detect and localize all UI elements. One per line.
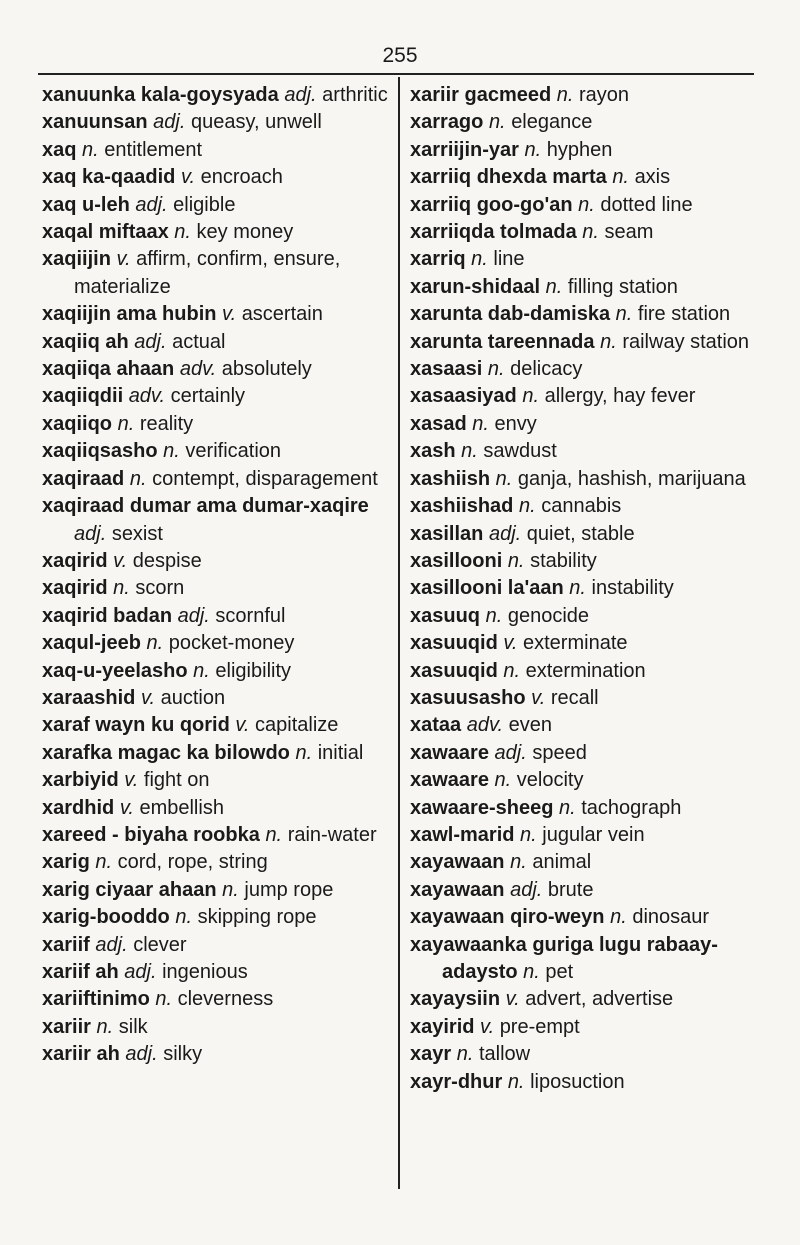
dictionary-entry [410,411,760,438]
entry-headword: xayaysiin [410,988,501,1011]
entry-headword: xayawaan [410,878,505,901]
entry-headword: xaraf wayn ku qorid [42,714,230,737]
entry-headword: xarafka magac ka bilowdo [42,741,290,764]
dictionary-entry [410,795,760,822]
entry-definition: contempt, disparagement [152,467,378,490]
dictionary-entry [410,822,760,849]
entry-definition: liposuction [530,1070,625,1093]
entry-headword: xarrago [410,111,484,134]
entry-headword: xarriiq dhexda marta [410,166,607,189]
dictionary-entry [410,548,760,575]
entry-definition: scorn [135,577,185,600]
entry-part-of-speech: n. [471,248,488,271]
dictionary-entry [410,932,760,987]
entry-definition: pre-empt [499,1015,580,1038]
entry-definition: key money [196,221,294,244]
entry-part-of-speech: v. [180,166,196,189]
column-divider [398,77,400,1189]
entry-headword: xarriiq goo-go'an [410,193,573,216]
entry-definition: sexist [111,522,163,545]
entry-headword: xarig [42,851,90,874]
dictionary-entry [42,548,394,575]
dictionary-entry [410,137,760,164]
entry-headword: xasuusasho [410,686,526,709]
entry-definition: tachograph [581,796,682,819]
entry-definition: hyphen [546,138,613,161]
entry-headword: xawl-marid [410,823,515,846]
entry-part-of-speech: n. [503,659,521,682]
entry-part-of-speech: n. [569,577,586,600]
dictionary-entry [42,740,394,767]
entry-definition: animal [532,851,592,874]
entry-part-of-speech: n. [510,851,527,874]
entry-part-of-speech: n. [523,961,540,983]
entry-headword: xaqirid badan [42,604,173,627]
dictionary-entry [410,192,760,219]
entry-part-of-speech: adj. [177,604,210,627]
entry-part-of-speech: n. [456,1043,474,1066]
entry-headword: xaraashid [42,686,136,709]
entry-definition: scornful [215,604,286,627]
entry-definition: silky [163,1043,203,1066]
dictionary-entry [410,1014,760,1041]
entry-definition: auction [160,686,226,709]
entry-headword: xashiishad [410,495,514,518]
dictionary-entry [42,685,394,712]
entry-definition: fight on [143,769,210,792]
entry-headword: xaqirid [42,577,108,600]
dictionary-entry [42,82,394,109]
entry-definition: cannabis [541,495,622,518]
entry-part-of-speech: n. [129,467,147,490]
entry-part-of-speech: adj. [494,741,527,764]
dictionary-entry [410,658,760,685]
entry-headword: xaqiiqdii [42,385,124,408]
entry-part-of-speech: adj. [125,1043,158,1066]
dictionary-entry [410,712,760,739]
entry-part-of-speech: n. [494,769,512,792]
entry-part-of-speech: n. [174,221,191,244]
dictionary-entry [42,877,394,904]
entry-definition: cleverness [177,988,274,1011]
entry-definition: reality [139,412,194,435]
entry-headword: xariir ah [42,1043,120,1066]
entry-definition: sawdust [483,440,557,463]
entry-headword: xarunta tareennada [410,330,595,353]
entry-part-of-speech: n. [518,495,536,518]
entry-part-of-speech: n. [146,632,164,655]
entry-headword: xardhid [42,796,115,819]
entry-part-of-speech: n. [487,358,505,381]
entry-headword: xariiftinimo [42,988,150,1011]
entry-headword: xawaare-sheeg [410,796,554,819]
entry-definition: envy [494,412,537,435]
entry-part-of-speech: n. [522,385,540,408]
entry-headword: xawaare [410,741,489,764]
dictionary-entry [410,164,760,191]
entry-headword: xarig-booddo [42,906,170,929]
entry-part-of-speech: n. [113,577,130,600]
entry-part-of-speech: adj. [95,933,128,956]
entry-headword: xaqiiqo [42,412,113,435]
entry-headword: xarig ciyaar ahaan [42,878,217,901]
dictionary-entry [42,630,394,657]
entry-definition: brute [547,878,594,901]
entry-part-of-speech: n. [520,823,537,846]
entry-part-of-speech: v. [235,714,250,737]
entry-part-of-speech: adj. [74,522,107,545]
entry-headword: xayirid [410,1015,475,1038]
entry-definition: speed [532,741,587,764]
dictionary-entry [410,685,760,712]
dictionary-entry [42,959,394,986]
entry-part-of-speech: n. [524,138,542,161]
entry-headword: xashiish [410,467,491,490]
dictionary-entry [410,575,760,602]
entry-headword: xasaasiyad [410,385,517,408]
entry-definition: dotted line [600,193,693,216]
entry-part-of-speech: adv. [466,714,504,737]
dictionary-entry [42,603,394,630]
dictionary-entry [410,246,760,273]
entry-headword: xanuunka kala-goysyada [42,84,279,106]
entry-definition: entitlement [104,138,203,161]
entry-part-of-speech: adj. [284,84,317,106]
left-column [42,82,394,1069]
dictionary-entry [410,356,760,383]
entry-headword: xariif [42,933,90,956]
entry-headword: xaq ka-qaadid [42,166,176,189]
entry-headword: xasillooni [410,549,503,572]
entry-definition: eligible [173,193,236,216]
dictionary-entry [42,932,394,959]
entry-definition: axis [634,166,671,189]
entry-definition: fire station [637,303,731,326]
entry-definition: genocide [507,604,590,627]
entry-definition: jump rope [244,878,334,901]
entry-part-of-speech: n. [95,851,113,874]
dictionary-entry [410,767,760,794]
entry-headword: xaqirid [42,549,108,572]
entry-headword: xasaasi [410,358,483,381]
entry-headword: xariir [42,1015,91,1038]
entry-definition: actual [172,330,226,353]
dictionary-entry [42,767,394,794]
entry-part-of-speech: adj. [488,522,522,545]
entry-definition: instability [591,577,674,600]
entry-headword: xasad [410,412,467,435]
dictionary-entry [42,137,394,164]
entry-part-of-speech: n. [507,1070,525,1093]
entry-part-of-speech: n. [117,412,135,435]
entry-part-of-speech: v. [503,632,518,655]
entry-headword: xayr [410,1043,452,1066]
dictionary-entry [42,164,394,191]
entry-part-of-speech: v. [531,686,546,709]
entry-part-of-speech: v. [124,769,139,792]
entry-headword: xayawaan qiro-weyn [410,906,605,929]
entry-definition: tallow [478,1043,531,1066]
entry-headword: xanuunsan [42,111,148,134]
entry-headword: xarbiyid [42,769,119,792]
header-rule [38,73,754,75]
entry-definition: skipping rope [197,906,317,929]
entry-part-of-speech: adj. [153,111,186,134]
entry-definition: certainly [170,385,246,408]
entry-definition: dinosaur [632,906,710,929]
entry-definition: arthritic [322,84,388,106]
entry-part-of-speech: n. [495,467,513,490]
dictionary-entry [410,82,760,109]
entry-definition: jugular vein [542,823,645,846]
dictionary-entry [410,329,760,356]
entry-headword: xaqiiq ah [42,330,129,353]
entry-definition: embellish [139,796,224,819]
entry-part-of-speech: adj. [134,330,167,353]
entry-headword: xariif ah [42,961,119,983]
entry-part-of-speech: n. [507,549,525,572]
entry-definition: delicacy [510,358,583,381]
dictionary-entry [42,822,394,849]
entry-part-of-speech: n. [600,330,617,353]
dictionary-entry [42,712,394,739]
dictionary-entry [410,466,760,493]
entry-headword: xarriq [410,248,466,271]
dictionary-entry [42,329,394,356]
dictionary-entry [410,109,760,136]
entry-definition: line [493,248,525,271]
entry-part-of-speech: n. [610,906,627,929]
entry-definition: rain-water [287,823,377,846]
entry-headword: xasillooni la'aan [410,577,564,600]
entry-part-of-speech: n. [545,275,563,298]
entry-headword: xaq-u-yeelasho [42,659,188,682]
entry-headword: xarriijin-yar [410,138,519,161]
entry-part-of-speech: v. [505,988,520,1011]
entry-headword: xareed - biyaha roobka [42,823,260,846]
entry-headword: xasuuqid [410,659,498,682]
entry-definition: velocity [516,769,584,792]
entry-headword: xataa [410,714,462,737]
entry-definition: queasy, unwell [190,111,322,134]
entry-part-of-speech: n. [558,796,576,819]
dictionary-entry [42,411,394,438]
entry-definition: filling station [567,275,678,298]
entry-definition: ingenious [162,961,248,983]
entry-part-of-speech: v. [119,796,134,819]
entry-definition: affirm, confirm, ensure, materialize [74,248,341,298]
entry-headword: xayawaan [410,851,505,874]
entry-part-of-speech: adj. [510,878,543,901]
entry-part-of-speech: v. [140,686,156,709]
entry-part-of-speech: v. [480,1015,495,1038]
dictionary-entry [42,986,394,1013]
dictionary-entry [42,904,394,931]
entry-headword: xaqiijin ama hubin [42,303,217,326]
entry-definition: cord, rope, string [117,851,268,874]
entry-headword: xaq u-leh [42,193,130,216]
entry-headword: xaqal miftaax [42,221,169,244]
entry-headword: xaq [42,138,77,161]
entry-headword: xash [410,440,456,463]
entry-part-of-speech: n. [582,221,599,244]
entry-definition: recall [550,686,599,709]
entry-headword: xarriiqda tolmada [410,221,577,244]
entry-part-of-speech: n. [222,878,239,901]
entry-definition: rayon [579,84,630,106]
entry-definition: clever [133,933,187,956]
entry-part-of-speech: n. [175,906,193,929]
entry-part-of-speech: n. [485,604,503,627]
dictionary-entry [42,219,394,246]
entry-headword: xaqiraad [42,467,125,490]
dictionary-entry [42,658,394,685]
dictionary-entry [42,383,394,410]
dictionary-entry [42,1041,394,1068]
dictionary-entry [42,109,394,136]
entry-definition: even [508,714,552,737]
entry-headword: xaqiraad dumar ama dumar-xaqire [42,495,369,518]
entry-definition: ganja, hashish, marijuana [517,467,746,490]
dictionary-entry [410,849,760,876]
entry-definition: verification [185,440,282,463]
entry-definition: capitalize [255,714,339,737]
entry-headword: xariir gacmeed [410,84,552,106]
dictionary-entry [42,795,394,822]
entry-part-of-speech: v. [222,303,237,326]
dictionary-entry [410,904,760,931]
entry-definition: railway station [622,330,750,353]
entry-part-of-speech: n. [265,823,283,846]
entry-definition: initial [317,741,364,764]
entry-part-of-speech: n. [488,111,506,134]
dictionary-entry [410,219,760,246]
entry-part-of-speech: n. [472,412,489,435]
entry-headword: xarun-shidaal [410,275,541,298]
dictionary-entry [410,301,760,328]
entry-part-of-speech: n. [155,988,173,1011]
entry-headword: xayr-dhur [410,1070,503,1093]
entry-headword: xaqul-jeeb [42,632,141,655]
dictionary-entry [410,438,760,465]
entry-headword: xaqiiqsasho [42,440,158,463]
entry-part-of-speech: v. [116,248,131,271]
entry-part-of-speech: n. [556,84,574,106]
entry-part-of-speech: n. [193,659,210,682]
entry-headword: xaqiijin [42,248,111,271]
entry-definition: despise [132,549,202,572]
dictionary-entry [410,274,760,301]
dictionary-entry [42,1014,394,1041]
entry-definition: extermination [525,659,646,682]
entry-definition: silk [118,1015,148,1038]
entry-definition: quiet, stable [526,522,635,545]
entry-part-of-speech: adj. [135,193,168,216]
entry-definition: elegance [511,111,593,134]
entry-definition: exterminate [523,632,628,655]
entry-part-of-speech: n. [96,1015,114,1038]
right-column [410,82,760,1096]
entry-definition: eligibility [215,659,292,682]
entry-part-of-speech: adv. [128,385,166,408]
entry-part-of-speech: adj. [124,961,157,983]
dictionary-entry [410,493,760,520]
entry-part-of-speech: v. [113,549,128,572]
entry-definition: seam [604,221,654,244]
entry-definition: encroach [200,166,283,189]
dictionary-entry [410,630,760,657]
entry-headword: xayawaanka guriga lugu rabaay-adaysto [410,933,718,983]
dictionary-entry [42,356,394,383]
dictionary-entry [42,438,394,465]
page-number: 255 [382,44,418,67]
entry-definition: allergy, hay fever [544,385,696,408]
dictionary-entry [410,1069,760,1096]
dictionary-entry [42,192,394,219]
entry-headword: xarunta dab-damiska [410,303,611,326]
dictionary-entry [410,1041,760,1068]
entry-part-of-speech: n. [295,741,313,764]
entry-part-of-speech: n. [461,440,478,463]
dictionary-entry [42,301,394,328]
dictionary-entry [410,521,760,548]
entry-definition: pet [545,961,574,983]
dictionary-entry [42,575,394,602]
entry-part-of-speech: n. [82,138,99,161]
entry-definition: stability [530,549,597,572]
entry-headword: xawaare [410,769,489,792]
dictionary-entry [410,383,760,410]
dictionary-entry [42,493,394,548]
entry-definition: ascertain [241,303,323,326]
entry-part-of-speech: n. [615,303,633,326]
entry-part-of-speech: n. [578,193,595,216]
entry-headword: xasuuq [410,604,481,627]
dictionary-entry [42,246,394,301]
dictionary-entry [42,849,394,876]
entry-headword: xasuuqid [410,632,498,655]
dictionary-entry [410,740,760,767]
entry-part-of-speech: adv. [179,358,217,381]
dictionary-entry [410,986,760,1013]
entry-part-of-speech: n. [163,440,180,463]
entry-definition: pocket-money [168,632,295,655]
dictionary-entry [42,466,394,493]
entry-headword: xasillan [410,522,484,545]
entry-headword: xaqiiqa ahaan [42,358,175,381]
entry-part-of-speech: n. [612,166,629,189]
entry-definition: absolutely [221,358,312,381]
entry-definition: advert, advertise [525,988,674,1011]
dictionary-entry [410,603,760,630]
dictionary-entry [410,877,760,904]
